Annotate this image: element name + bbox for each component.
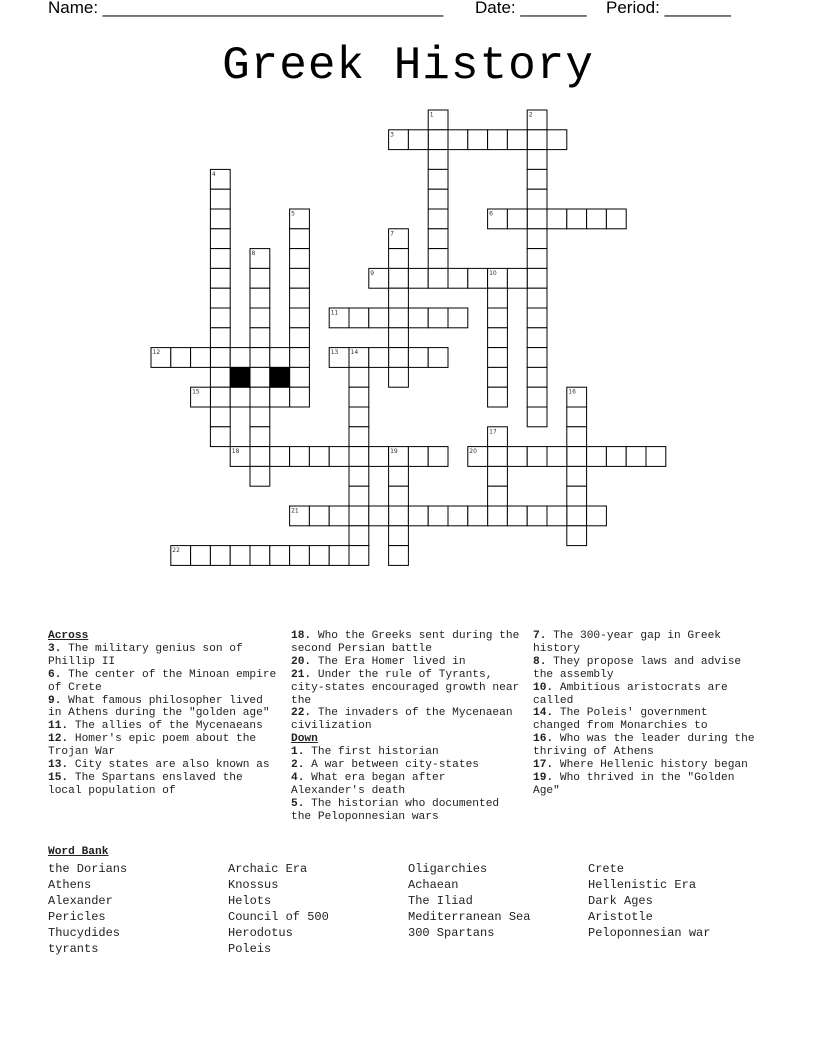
- grid-cell[interactable]: [349, 308, 369, 328]
- down-clue: [533, 707, 761, 733]
- grid-cell[interactable]: [349, 407, 369, 427]
- grid-cell[interactable]: [567, 506, 587, 526]
- clue-number-label: 12.: [48, 733, 69, 746]
- grid-cell[interactable]: [488, 466, 508, 486]
- clue-number-label: 20.: [291, 655, 312, 668]
- clue-number: 4: [211, 170, 216, 178]
- grid-cell[interactable]: [349, 427, 369, 447]
- grid-cell[interactable]: [428, 268, 448, 288]
- across-heading: Across: [48, 630, 89, 642]
- grid-cell[interactable]: [250, 348, 270, 368]
- grid-cell[interactable]: [290, 308, 310, 328]
- grid-cell[interactable]: [389, 328, 409, 348]
- grid-cell[interactable]: [389, 367, 409, 387]
- grid-cell[interactable]: [527, 229, 547, 249]
- clue-text: The invaders of the Mycenaean civilization: [291, 707, 513, 733]
- word-bank-item: Crete: [588, 862, 625, 876]
- word-bank-item: Peloponnesian war: [588, 926, 711, 940]
- grid-cell[interactable]: [527, 169, 547, 189]
- clue-number: 1: [429, 111, 434, 119]
- clue-number: 13: [330, 349, 339, 357]
- clue-number: 9: [370, 269, 375, 277]
- grid-cell[interactable]: [389, 249, 409, 269]
- grid-cell[interactable]: [527, 367, 547, 387]
- across-clue: [291, 669, 523, 708]
- clue-number: 3: [390, 131, 394, 139]
- down-clue: [533, 630, 761, 656]
- grid-cell[interactable]: [408, 506, 428, 526]
- word-bank-item: Knossus: [228, 878, 279, 892]
- grid-cell[interactable]: [408, 447, 428, 467]
- grid-cell[interactable]: [448, 506, 468, 526]
- across-clue: [291, 656, 523, 669]
- down-clue: [291, 798, 523, 824]
- grid-cell[interactable]: [507, 447, 527, 467]
- grid-cell[interactable]: [408, 308, 428, 328]
- clue-text: Who thrived in the "Golden Age": [533, 771, 735, 797]
- grid-cell[interactable]: [191, 546, 211, 566]
- clue-number-label: 3.: [48, 642, 62, 655]
- clue-text: The military genius son of Phillip II: [48, 642, 243, 668]
- across-clue: [48, 733, 280, 759]
- grid-cell[interactable]: [290, 546, 310, 566]
- grid-cell[interactable]: [428, 506, 448, 526]
- puzzle-title: Greek History: [222, 40, 594, 92]
- grid-cell[interactable]: [567, 526, 587, 546]
- clue-text: The center of the Minoan empire of Crete: [48, 668, 277, 694]
- grid-cell[interactable]: [309, 447, 329, 467]
- grid-cell[interactable]: [270, 387, 290, 407]
- grid-cell[interactable]: [527, 150, 547, 170]
- clue-number: 15: [192, 388, 200, 396]
- grid-cell[interactable]: [250, 466, 270, 486]
- grid-cell[interactable]: [428, 348, 448, 368]
- clue-number: 6: [489, 210, 493, 218]
- grid-cell[interactable]: [389, 348, 409, 368]
- grid-cell[interactable]: [389, 466, 409, 486]
- word-bank-item: Hellenistic Era: [588, 878, 697, 892]
- word-bank-item: The Iliad: [408, 894, 473, 908]
- clue-number-label: 17.: [533, 759, 554, 772]
- grid-cell[interactable]: [250, 546, 270, 566]
- clue-number: 2: [528, 111, 533, 119]
- grid-cell[interactable]: [210, 348, 230, 368]
- grid-cell[interactable]: [547, 447, 567, 467]
- grid-cell[interactable]: [250, 407, 270, 427]
- grid-cell[interactable]: [527, 407, 547, 427]
- grid-cell[interactable]: [290, 229, 310, 249]
- grid-cell[interactable]: [428, 447, 448, 467]
- grid-cell[interactable]: [527, 130, 547, 150]
- clue-number-label: 10.: [533, 681, 554, 694]
- down-clue: [533, 772, 761, 798]
- clue-text: A war between city-states: [304, 759, 479, 772]
- grid-cell[interactable]: [626, 447, 646, 467]
- clue-number-label: 14.: [533, 707, 554, 720]
- grid-cell[interactable]: [389, 526, 409, 546]
- grid-cell[interactable]: [448, 268, 468, 288]
- grid-cell[interactable]: [488, 348, 508, 368]
- date-field[interactable]: Date: _______: [475, 0, 587, 17]
- clue-number: 7: [390, 230, 394, 238]
- grid-cell[interactable]: [270, 447, 290, 467]
- grid-cell[interactable]: [488, 387, 508, 407]
- grid-cell[interactable]: [488, 506, 508, 526]
- across-clue: [291, 630, 523, 656]
- clue-text: The historian who documented the Peloponnesian wars: [291, 797, 500, 823]
- clue-number-label: 19.: [533, 771, 554, 784]
- grid-cell[interactable]: [389, 288, 409, 308]
- clue-number: 21: [291, 507, 299, 515]
- grid-cell[interactable]: [507, 209, 527, 229]
- grid-cell[interactable]: [349, 486, 369, 506]
- grid-cell[interactable]: [210, 427, 230, 447]
- clue-number: 16: [568, 388, 576, 396]
- clue-number-label: 18.: [291, 630, 312, 642]
- clue-number-label: 15.: [48, 771, 69, 784]
- grid-cell[interactable]: [547, 209, 567, 229]
- clue-number-label: 21.: [291, 668, 312, 681]
- grid-cell[interactable]: [567, 407, 587, 427]
- word-bank-item: Archaic Era: [228, 862, 308, 876]
- grid-cell[interactable]: [349, 466, 369, 486]
- word-bank-item: Poleis: [228, 942, 272, 956]
- grid-cell[interactable]: [507, 130, 527, 150]
- clue-number-label: 8.: [533, 655, 547, 668]
- clue-text: They propose laws and advise the assembly: [533, 655, 742, 681]
- clue-text: Under the rule of Tyrants, city-states encouraged growth near the: [291, 668, 520, 707]
- clue-text: The Spartans enslaved the local population of: [48, 771, 243, 797]
- grid-cell[interactable]: [606, 209, 626, 229]
- grid-cell[interactable]: [191, 348, 211, 368]
- across-clue: [291, 707, 523, 733]
- across-clue: [48, 695, 280, 721]
- clue-number: 14: [350, 349, 359, 357]
- clue-number-label: 22.: [291, 707, 312, 720]
- word-bank-item: Helots: [228, 894, 272, 908]
- grid-cell[interactable]: [210, 288, 230, 308]
- grid-cell[interactable]: [210, 308, 230, 328]
- grid-cell[interactable]: [369, 348, 389, 368]
- grid-cell[interactable]: [250, 447, 270, 467]
- clue-number-label: 11.: [48, 720, 69, 733]
- grid-cell[interactable]: [250, 387, 270, 407]
- grid-cell[interactable]: [428, 130, 448, 150]
- clue-number-label: 2.: [291, 759, 305, 772]
- grid-cell[interactable]: [527, 308, 547, 328]
- grid-cell[interactable]: [587, 209, 607, 229]
- word-bank-item: Herodotus: [228, 926, 293, 940]
- grid-cell[interactable]: [428, 308, 448, 328]
- clue-number: 11: [330, 309, 339, 317]
- grid-cell[interactable]: [488, 486, 508, 506]
- grid-cell[interactable]: [428, 209, 448, 229]
- grid-cell[interactable]: [250, 308, 270, 328]
- word-bank-item: Pericles: [48, 910, 106, 924]
- grid-cell[interactable]: [329, 447, 349, 467]
- down-clue: [533, 733, 761, 759]
- grid-cell[interactable]: [369, 447, 389, 467]
- grid-cell[interactable]: [369, 506, 389, 526]
- word-bank-item: Thucydides: [48, 926, 121, 940]
- grid-cell[interactable]: [389, 506, 409, 526]
- grid-cell[interactable]: [547, 130, 567, 150]
- grid-cell[interactable]: [587, 506, 607, 526]
- grid-cell[interactable]: [210, 209, 230, 229]
- grid-cell[interactable]: [290, 328, 310, 348]
- grid-cell[interactable]: [389, 308, 409, 328]
- clues-column-1: [48, 630, 280, 798]
- grid-cell[interactable]: [389, 268, 409, 288]
- grid-cell[interactable]: [230, 546, 250, 566]
- clue-text: Homer's epic poem about the Trojan War: [48, 733, 257, 759]
- clue-number: 17: [489, 428, 497, 436]
- clue-number: 20: [469, 448, 477, 456]
- grid-cell[interactable]: [468, 130, 488, 150]
- clue-text: The first historian: [304, 746, 439, 759]
- grid-cell[interactable]: [468, 268, 488, 288]
- clue-number-label: 16.: [533, 733, 554, 746]
- name-field[interactable]: Name: ____________________________________: [48, 0, 444, 17]
- grid-cell[interactable]: [270, 546, 290, 566]
- clue-text: The 300-year gap in Greek history: [533, 630, 721, 655]
- grid-cell[interactable]: [210, 407, 230, 427]
- grid-cell[interactable]: [270, 348, 290, 368]
- word-bank-item: Mediterranean Sea: [408, 910, 531, 924]
- grid-cell[interactable]: [290, 447, 310, 467]
- word-bank-item: 300 Spartans: [408, 926, 495, 940]
- grid-cell[interactable]: [488, 328, 508, 348]
- word-bank-item: Dark Ages: [588, 894, 653, 908]
- clue-text: Who was the leader during the thriving of Athens: [533, 733, 755, 759]
- clue-text: City states are also known as: [68, 759, 270, 772]
- clue-text: What famous philosopher lived in Athens during the "golden age": [48, 694, 270, 720]
- grid-cell[interactable]: [290, 387, 310, 407]
- clues-column-3: [533, 630, 761, 798]
- grid-cell[interactable]: [507, 268, 527, 288]
- clue-text: The Poleis' government changed from Monarchies to: [533, 707, 708, 733]
- clue-text: Who the Greeks sent during the second Persian battle: [291, 630, 520, 655]
- grid-cell[interactable]: [250, 367, 270, 387]
- grid-cell[interactable]: [428, 229, 448, 249]
- grid-cell[interactable]: [488, 130, 508, 150]
- grid-cell[interactable]: [290, 268, 310, 288]
- clue-number: 12: [152, 349, 161, 357]
- grid-cell[interactable]: [408, 130, 428, 150]
- black-cell: [270, 367, 290, 387]
- grid-cell[interactable]: [587, 447, 607, 467]
- clue-number: 8: [251, 250, 256, 258]
- word-bank-item: the Dorians: [48, 862, 128, 876]
- grid-cell[interactable]: [210, 387, 230, 407]
- grid-cell[interactable]: [210, 268, 230, 288]
- grid-cell[interactable]: [527, 249, 547, 269]
- grid-cell[interactable]: [349, 367, 369, 387]
- grid-cell[interactable]: [547, 506, 567, 526]
- grid-cell[interactable]: [567, 427, 587, 447]
- grid-cell[interactable]: [527, 268, 547, 288]
- clue-text: Where Hellenic history began: [553, 759, 748, 772]
- grid-cell[interactable]: [349, 387, 369, 407]
- grid-cell[interactable]: [567, 209, 587, 229]
- grid-cell[interactable]: [210, 328, 230, 348]
- grid-cell[interactable]: [527, 209, 547, 229]
- grid-cell[interactable]: [527, 189, 547, 209]
- down-clue: [291, 746, 523, 759]
- clue-number-label: 5.: [291, 797, 305, 810]
- word-bank-item: Council of 500: [228, 910, 329, 924]
- grid-cell[interactable]: [468, 506, 488, 526]
- grid-cell[interactable]: [250, 288, 270, 308]
- grid-cell[interactable]: [448, 130, 468, 150]
- grid-cell[interactable]: [527, 447, 547, 467]
- clue-number: 18: [231, 448, 240, 456]
- word-bank-item: Athens: [48, 878, 92, 892]
- clue-number: 22: [172, 547, 180, 555]
- clue-number-label: 4.: [291, 771, 305, 784]
- grid-cell[interactable]: [507, 506, 527, 526]
- word-bank-item: Oligarchies: [408, 862, 488, 876]
- grid-cell[interactable]: [349, 447, 369, 467]
- grid-cell[interactable]: [389, 546, 409, 566]
- grid-cell[interactable]: [290, 288, 310, 308]
- grid-cell[interactable]: [230, 387, 250, 407]
- word-bank-item: Achaean: [408, 878, 459, 892]
- grid-cell[interactable]: [428, 189, 448, 209]
- grid-cell[interactable]: [567, 466, 587, 486]
- grid-cell[interactable]: [567, 486, 587, 506]
- grid-cell[interactable]: [230, 348, 250, 368]
- clues-column-2: [291, 630, 523, 824]
- grid-cell[interactable]: [527, 387, 547, 407]
- clue-number-label: 6.: [48, 668, 62, 681]
- grid-cell[interactable]: [250, 427, 270, 447]
- grid-cell[interactable]: [210, 189, 230, 209]
- grid-cell[interactable]: [210, 546, 230, 566]
- period-field[interactable]: Period: _______: [606, 0, 731, 17]
- grid-cell[interactable]: [488, 288, 508, 308]
- grid-cell[interactable]: [389, 486, 409, 506]
- grid-cell[interactable]: [408, 348, 428, 368]
- grid-cell[interactable]: [250, 268, 270, 288]
- grid-cell[interactable]: [210, 367, 230, 387]
- grid-cell[interactable]: [527, 348, 547, 368]
- grid-cell[interactable]: [567, 447, 587, 467]
- grid-cell[interactable]: [349, 506, 369, 526]
- clue-text: The Era Homer lived in: [311, 655, 466, 668]
- grid-cell[interactable]: [290, 367, 310, 387]
- grid-cell[interactable]: [210, 229, 230, 249]
- grid-cell[interactable]: [488, 308, 508, 328]
- grid-cell[interactable]: [329, 506, 349, 526]
- grid-cell[interactable]: [646, 447, 666, 467]
- across-clue: [48, 669, 280, 695]
- clue-number: 19: [390, 448, 398, 456]
- grid-cell[interactable]: [290, 249, 310, 269]
- grid-cell[interactable]: [210, 249, 230, 269]
- grid-cell[interactable]: [408, 268, 428, 288]
- grid-cell[interactable]: [428, 249, 448, 269]
- grid-cell[interactable]: [349, 526, 369, 546]
- grid-cell[interactable]: [448, 308, 468, 328]
- grid-cell[interactable]: [606, 447, 626, 467]
- clue-number-label: 1.: [291, 746, 305, 759]
- word-bank-item: Alexander: [48, 894, 113, 908]
- down-clue: [291, 759, 523, 772]
- across-clue: [48, 772, 280, 798]
- word-bank-item: Aristotle: [588, 910, 653, 924]
- grid-cell[interactable]: [488, 367, 508, 387]
- grid-cell[interactable]: [250, 328, 270, 348]
- word-bank-heading: Word Bank: [48, 846, 109, 858]
- grid-cell[interactable]: [527, 288, 547, 308]
- grid-cell[interactable]: [428, 169, 448, 189]
- down-heading: Down: [291, 733, 318, 746]
- clue-number: 5: [291, 210, 295, 218]
- grid-cell[interactable]: [488, 447, 508, 467]
- word-bank-item: tyrants: [48, 942, 99, 956]
- grid-cell[interactable]: [309, 506, 329, 526]
- across-clue: [48, 759, 280, 772]
- down-clue: [533, 682, 761, 708]
- grid-cell[interactable]: [349, 546, 369, 566]
- grid-cell[interactable]: [329, 546, 349, 566]
- black-cell: [230, 367, 250, 387]
- across-clue: [48, 720, 280, 733]
- clue-text: What era began after Alexander's death: [291, 771, 446, 797]
- grid-cell[interactable]: [527, 328, 547, 348]
- grid-cell[interactable]: [171, 348, 191, 368]
- clue-number-label: 7.: [533, 630, 547, 642]
- grid-cell[interactable]: [290, 348, 310, 368]
- clue-number: 10: [489, 269, 497, 277]
- down-clue: [533, 759, 761, 772]
- clue-text: The allies of the Mycenaeans: [68, 720, 263, 733]
- clue-number-label: 13.: [48, 759, 69, 772]
- down-clue: [533, 656, 761, 682]
- grid-cell[interactable]: [309, 546, 329, 566]
- clue-number-label: 9.: [48, 694, 62, 707]
- grid-cell[interactable]: [428, 150, 448, 170]
- grid-cell[interactable]: [369, 308, 389, 328]
- clue-text: Ambitious aristocrats are called: [533, 681, 728, 707]
- grid-cell[interactable]: [527, 506, 547, 526]
- down-clue: [291, 772, 523, 798]
- across-clue: [48, 643, 280, 669]
